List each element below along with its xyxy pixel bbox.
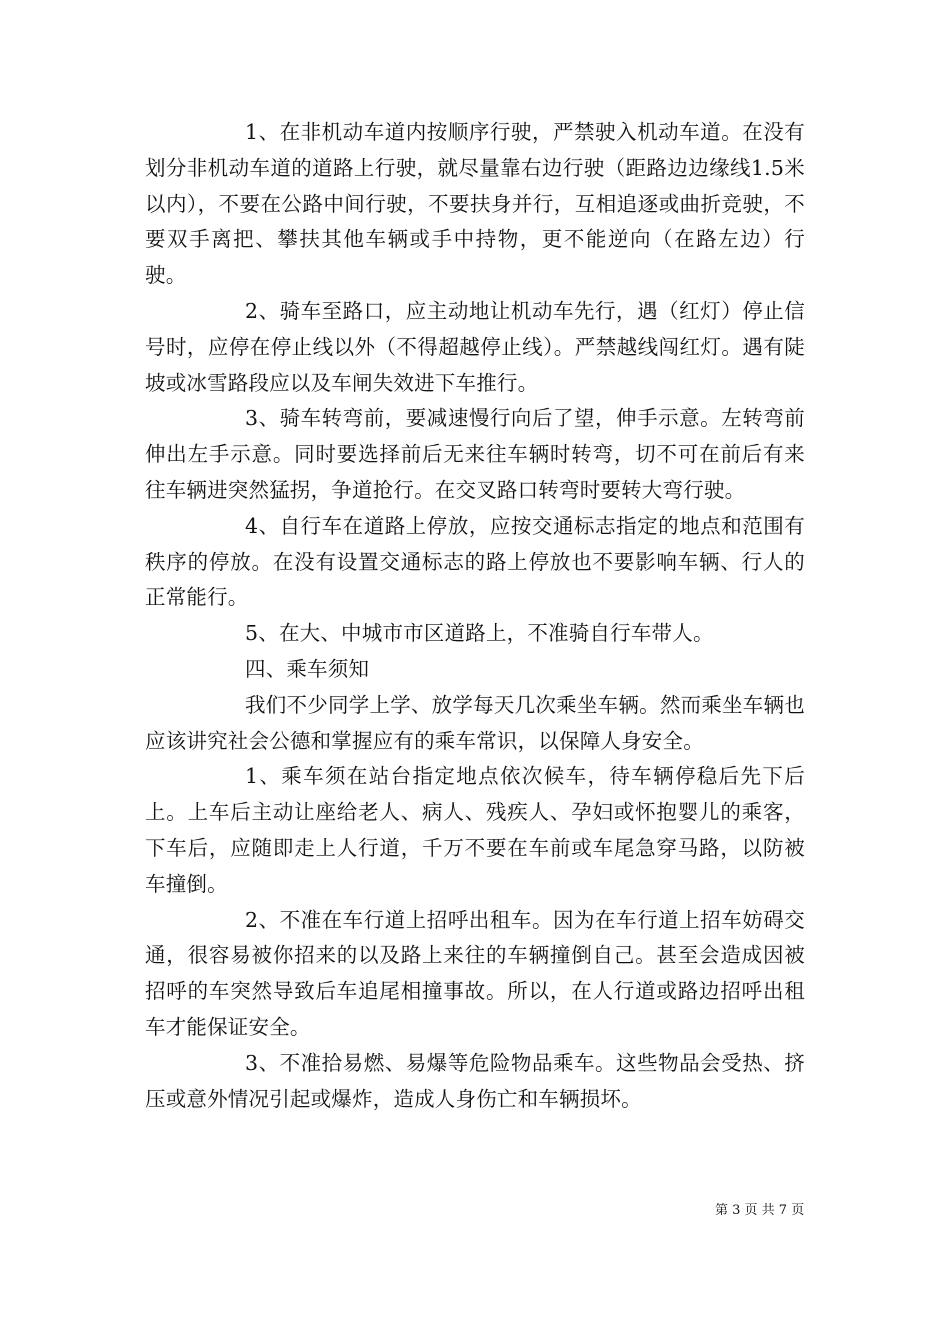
paragraph-rule-1-lane: 1、在非机动车道内按顺序行驶，严禁驶入机动车道。在没有划分非机动车道的道路上行驶，就尽量靠右边行驶（距路边边缘线1.5米以内），不要在公路中间行驶，不要扶身并行，互相追逐或曲折竞驶，不要双手离把、攀扶其他车辆或手中持物，更不能逆向（在路左边）行驶。: [145, 120, 805, 288]
paragraph-rule-4-parking: 4、自行车在道路上停放，应按交通标志指定的地点和范围有秩序的停放。在没有设置交通标志的路上停放也不要影响车辆、行人的正常能行。: [145, 513, 805, 610]
paragraph-rule-2-intersection: 2、骑车至路口，应主动地让机动车先行，遇（红灯）停止信号时，应停在停止线以外（不得超越停止线）。严禁越线闯红灯。遇有陡坡或冰雪路段应以及车闸失效进下车推行。: [145, 298, 805, 395]
paragraph-rule-3-turning: 3、骑车转弯前，要减速慢行向后了望，伸手示意。左转弯前伸出左手示意。同时要选择前后无来往车辆时转弯，切不可在前后有来往车辆进突然猛拐，争道抢行。在交叉路口转弯时要转大弯行驶。: [145, 406, 805, 502]
page-number-footer: 第 3 页 共 7 页: [715, 1203, 805, 1218]
document-body: [145, 115, 805, 1117]
section-heading-riding-notice: 四、乘车须知: [245, 656, 370, 681]
paragraph-riding-intro: 我们不少同学上学、放学每天几次乘坐车辆。然而乘坐车辆也应该讲究社会公德和掌握应有的乘车常识，以保障人身安全。: [145, 692, 805, 753]
paragraph-riding-rule-2: 2、不准在车行道上招呼出租车。因为在车行道上招车妨碍交通，很容易被你招来的以及路上来往的车辆撞倒自己。甚至会造成因被招呼的车突然导致后车追尾相撞事故。所以，在人行道或路边招呼出租车才能保证安全。: [145, 907, 805, 1039]
paragraph-riding-rule-1: 1、乘车须在站台指定地点依次候车，待车辆停稳后先下后上。上车后主动让座给老人、病人、残疾人、孕妇或怀抱婴儿的乘客，下车后，应随即走上人行道，千万不要在车前或车尾急穿马路，以防被车撞倒。: [145, 764, 805, 896]
paragraph-riding-rule-3: 3、不准拾易燃、易爆等危险物品乘车。这些物品会受热、挤压或意外情况引起或爆炸，造成人身伤亡和车辆损坏。: [145, 1050, 805, 1111]
paragraph-rule-5-no-passengers: 5、在大、中城市市区道路上，不准骑自行车带人。: [245, 621, 714, 646]
